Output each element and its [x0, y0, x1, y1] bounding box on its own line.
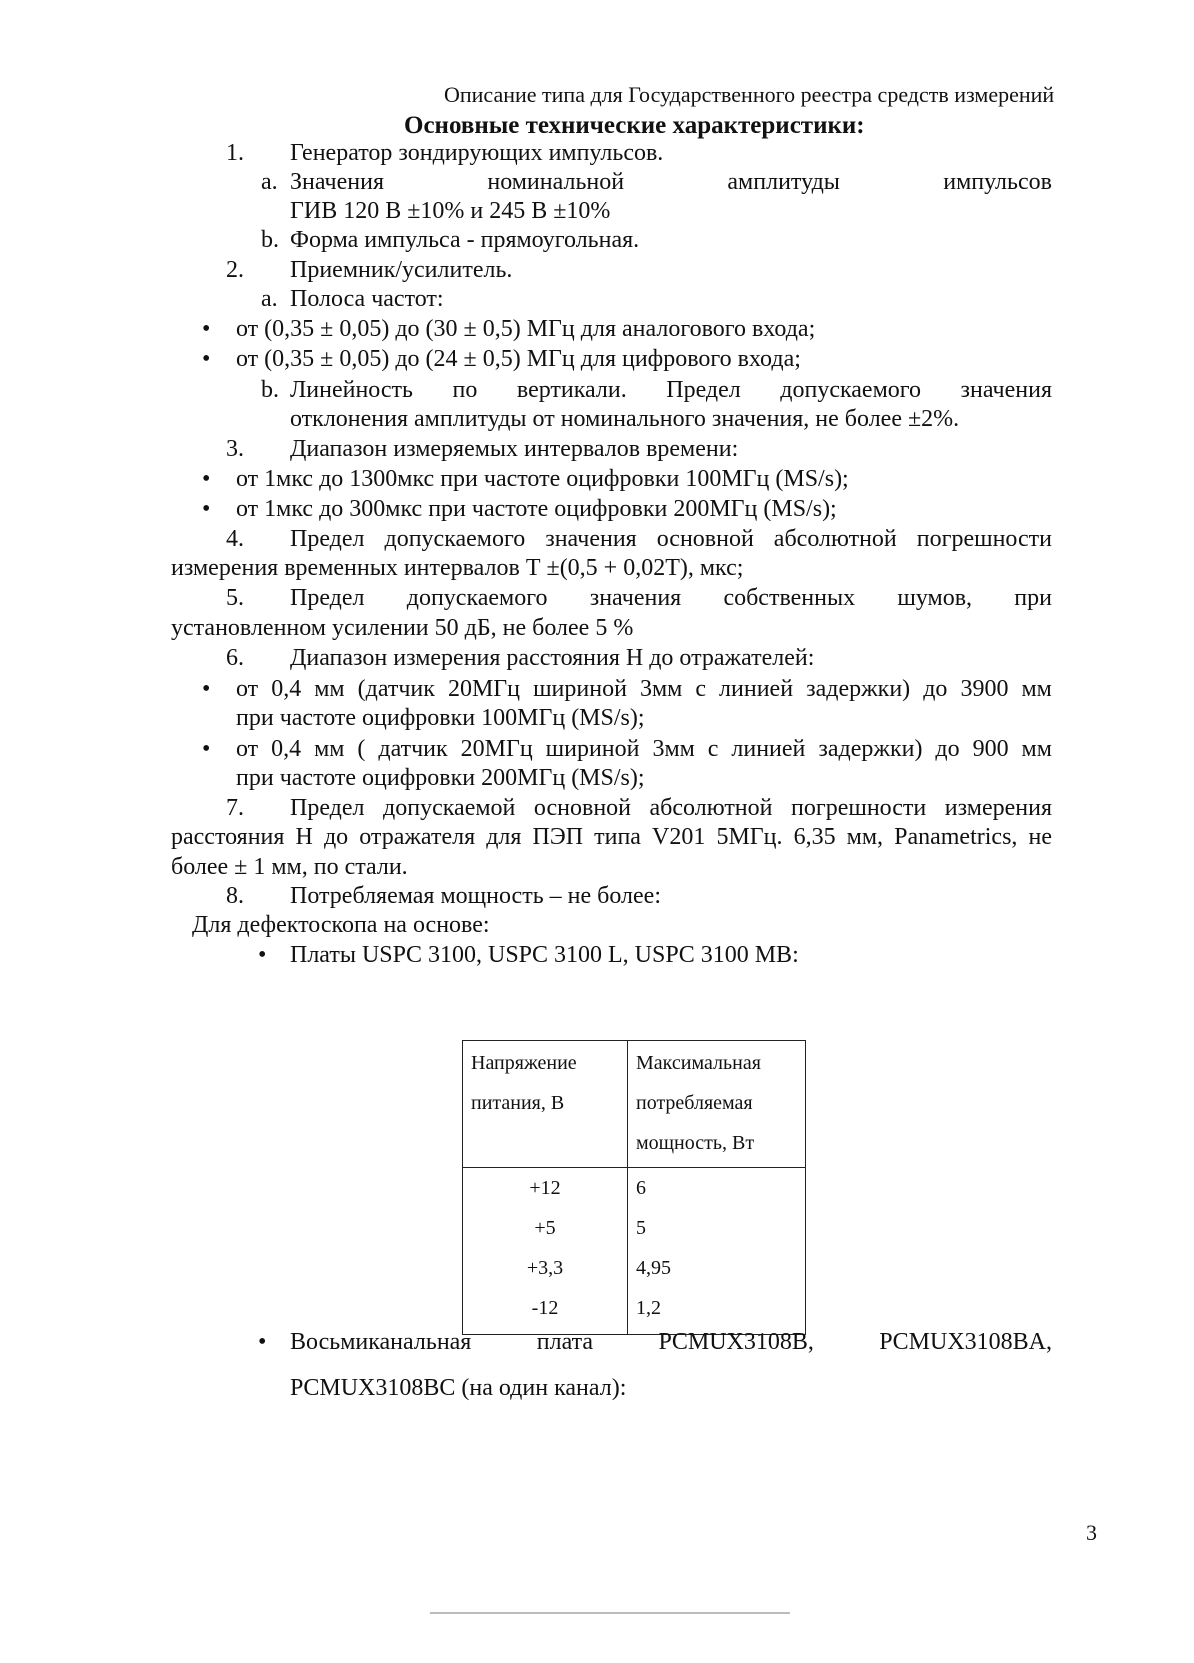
scan-artifact [430, 1612, 790, 1614]
word: мм [1021, 736, 1052, 762]
word: PCMUX3108B, [658, 1329, 814, 1355]
word: 900 [972, 736, 1009, 762]
word: плата [536, 1329, 594, 1355]
item-text: Приемник/усилитель. [290, 257, 513, 283]
table-header-power: Максимальная потребляемая мощность, Вт [628, 1041, 806, 1168]
word: ( [357, 736, 366, 762]
word: Panametrics, [894, 824, 1018, 850]
item-text: Форма импульса - прямоугольная. [290, 227, 640, 253]
word: Значения [290, 169, 385, 195]
section-title: Основные технические характеристики: [404, 112, 865, 139]
word: задержки) [806, 676, 911, 702]
item-number: 5. [226, 585, 244, 611]
word: Н [295, 824, 313, 850]
word: 3мм [652, 736, 695, 762]
word: PCMUX3108BA, [879, 1329, 1052, 1355]
subitem-marker: a. [261, 169, 278, 195]
bullet-icon: • [202, 316, 211, 342]
word: V201 [652, 824, 706, 850]
word: значения [545, 526, 637, 552]
word: 6,35 [793, 824, 836, 850]
justified-line [171, 823, 1052, 852]
word: линией [731, 736, 806, 762]
justified-line [290, 525, 1052, 554]
word: шумов, [897, 585, 973, 611]
bullet-icon: • [202, 496, 211, 522]
word: абсолютной [649, 795, 773, 821]
word: для [486, 824, 522, 850]
item-text: Генератор зондирующих импульсов. [290, 140, 664, 166]
bullet-icon: • [202, 736, 211, 762]
bullet-text: от 1мкс до 300мкс при частоте оцифровки 200МГц (MS/s); [236, 496, 837, 522]
justified-line [236, 735, 1052, 764]
justified-line [290, 794, 1052, 823]
word: мм [314, 736, 345, 762]
item-text: Полоса частот: [290, 286, 444, 312]
item-number: 1. [226, 140, 244, 166]
word: расстояния [171, 824, 285, 850]
word: шириной [545, 736, 640, 762]
subitem-marker: a. [261, 286, 278, 312]
bullet-text: Платы USPC 3100, USPC 3100 L, USPC 3100 MB: [290, 942, 799, 968]
bullet-icon: • [202, 346, 211, 372]
word: значения [960, 377, 1052, 403]
word: мм [314, 676, 345, 702]
justified-line [290, 168, 1052, 197]
word: погрешности [791, 795, 927, 821]
word: при [1014, 585, 1052, 611]
page-number: 3 [1086, 1520, 1097, 1545]
word: типа [594, 824, 641, 850]
word: задержки) [818, 736, 923, 762]
word: 5МГц. [716, 824, 783, 850]
bullet-text: от (0,35 ± 0,05) до (30 ± 0,5) МГц для аналогового входа; [236, 316, 816, 342]
base-label: Для дефектоскопа на основе: [192, 912, 490, 938]
item-number: 4. [226, 526, 244, 552]
justified-line [290, 584, 1052, 613]
word: до [935, 736, 960, 762]
word: не [1028, 824, 1052, 850]
word: от [236, 736, 259, 762]
word: погрешности [916, 526, 1052, 552]
bullet-icon: • [202, 466, 211, 492]
justified-line [236, 675, 1052, 704]
word: 0,4 [271, 676, 302, 702]
table-row: +5 5 [463, 1208, 806, 1248]
word: 20МГц [460, 736, 533, 762]
subitem-marker: b. [261, 377, 279, 403]
word: основной [533, 795, 632, 821]
word: Предел [666, 377, 741, 403]
word: от [236, 676, 259, 702]
word: основной [656, 526, 754, 552]
word: вертикали. [516, 377, 627, 403]
table-header-voltage: Напряжение питания, В [463, 1041, 628, 1168]
word: мм [1021, 676, 1052, 702]
word: допускаемого [384, 526, 526, 552]
word: 20МГц [447, 676, 521, 702]
word: допускаемого [406, 585, 548, 611]
word: номинальной [487, 169, 625, 195]
word: 3мм [639, 676, 683, 702]
word: значения [589, 585, 682, 611]
item-continuation: более ± 1 мм, по стали. [171, 854, 408, 880]
word: ПЭП [532, 824, 584, 850]
word: Предел [290, 526, 365, 552]
bullet-icon: • [258, 942, 267, 968]
word: Восьмиканальная [290, 1329, 472, 1355]
item-number: 8. [226, 883, 244, 909]
word: отражателя [359, 824, 476, 850]
word: по [452, 377, 478, 403]
word: допускаемого [780, 377, 922, 403]
bullet-text: от (0,35 ± 0,05) до (24 ± 0,5) МГц для цифрового входа; [236, 346, 801, 372]
item-continuation: измерения временных интервалов Т ±(0,5 + 0,02Т), мкс; [171, 555, 744, 581]
item-text: Диапазон измеряемых интервалов времени: [290, 436, 739, 462]
item-text: Потребляемая мощность – не более: [290, 883, 661, 909]
word: с [707, 736, 719, 762]
word: допускаемой [383, 795, 516, 821]
word: шириной [533, 676, 627, 702]
table-row: -12 1,2 [463, 1288, 806, 1335]
item-number: 7. [226, 795, 244, 821]
justified-line [290, 1328, 1052, 1357]
word: Предел [290, 585, 365, 611]
word: абсолютной [773, 526, 897, 552]
item-continuation: установленном усилении 50 дБ, не более 5 % [171, 615, 634, 641]
word: Линейность [290, 377, 413, 403]
word: до [323, 824, 349, 850]
word: импульсов [943, 169, 1052, 195]
item-continuation: отклонения амплитуды от номинального значения, не более ±2%. [290, 406, 960, 432]
word: 0,4 [271, 736, 302, 762]
word: Предел [290, 795, 365, 821]
word: до [923, 676, 948, 702]
item-continuation: PCMUX3108BC (на один канал): [290, 1375, 627, 1401]
table-row: +3,3 4,95 [463, 1248, 806, 1288]
item-text: Диапазон измерения расстояния Н до отражателей: [290, 645, 815, 671]
bullet-text: от 1мкс до 1300мкс при частоте оцифровки 100МГц (MS/s); [236, 466, 849, 492]
word: измерения [944, 795, 1052, 821]
table-row: +12 6 [463, 1168, 806, 1209]
power-table [462, 1040, 806, 1335]
bullet-icon: • [202, 676, 211, 702]
word: датчик [378, 736, 448, 762]
word: собственных [723, 585, 856, 611]
word: мм, [846, 824, 884, 850]
word: 3900 [960, 676, 1009, 702]
item-number: 3. [226, 436, 244, 462]
document-header: Описание типа для Государственного реестра средств измерений [444, 82, 1055, 107]
item-continuation: при частоте оцифровки 200МГц (MS/s); [236, 765, 645, 791]
bullet-icon: • [258, 1329, 267, 1355]
word: амплитуды [727, 169, 840, 195]
word: линией [719, 676, 794, 702]
subitem-marker: b. [261, 227, 279, 253]
item-number: 6. [226, 645, 244, 671]
word: (датчик [357, 676, 435, 702]
item-continuation: ГИВ 120 В ±10% и 245 В ±10% [290, 198, 611, 224]
item-continuation: при частоте оцифровки 100МГц (MS/s); [236, 705, 645, 731]
item-number: 2. [226, 257, 244, 283]
justified-line [290, 376, 1052, 405]
word: с [695, 676, 707, 702]
